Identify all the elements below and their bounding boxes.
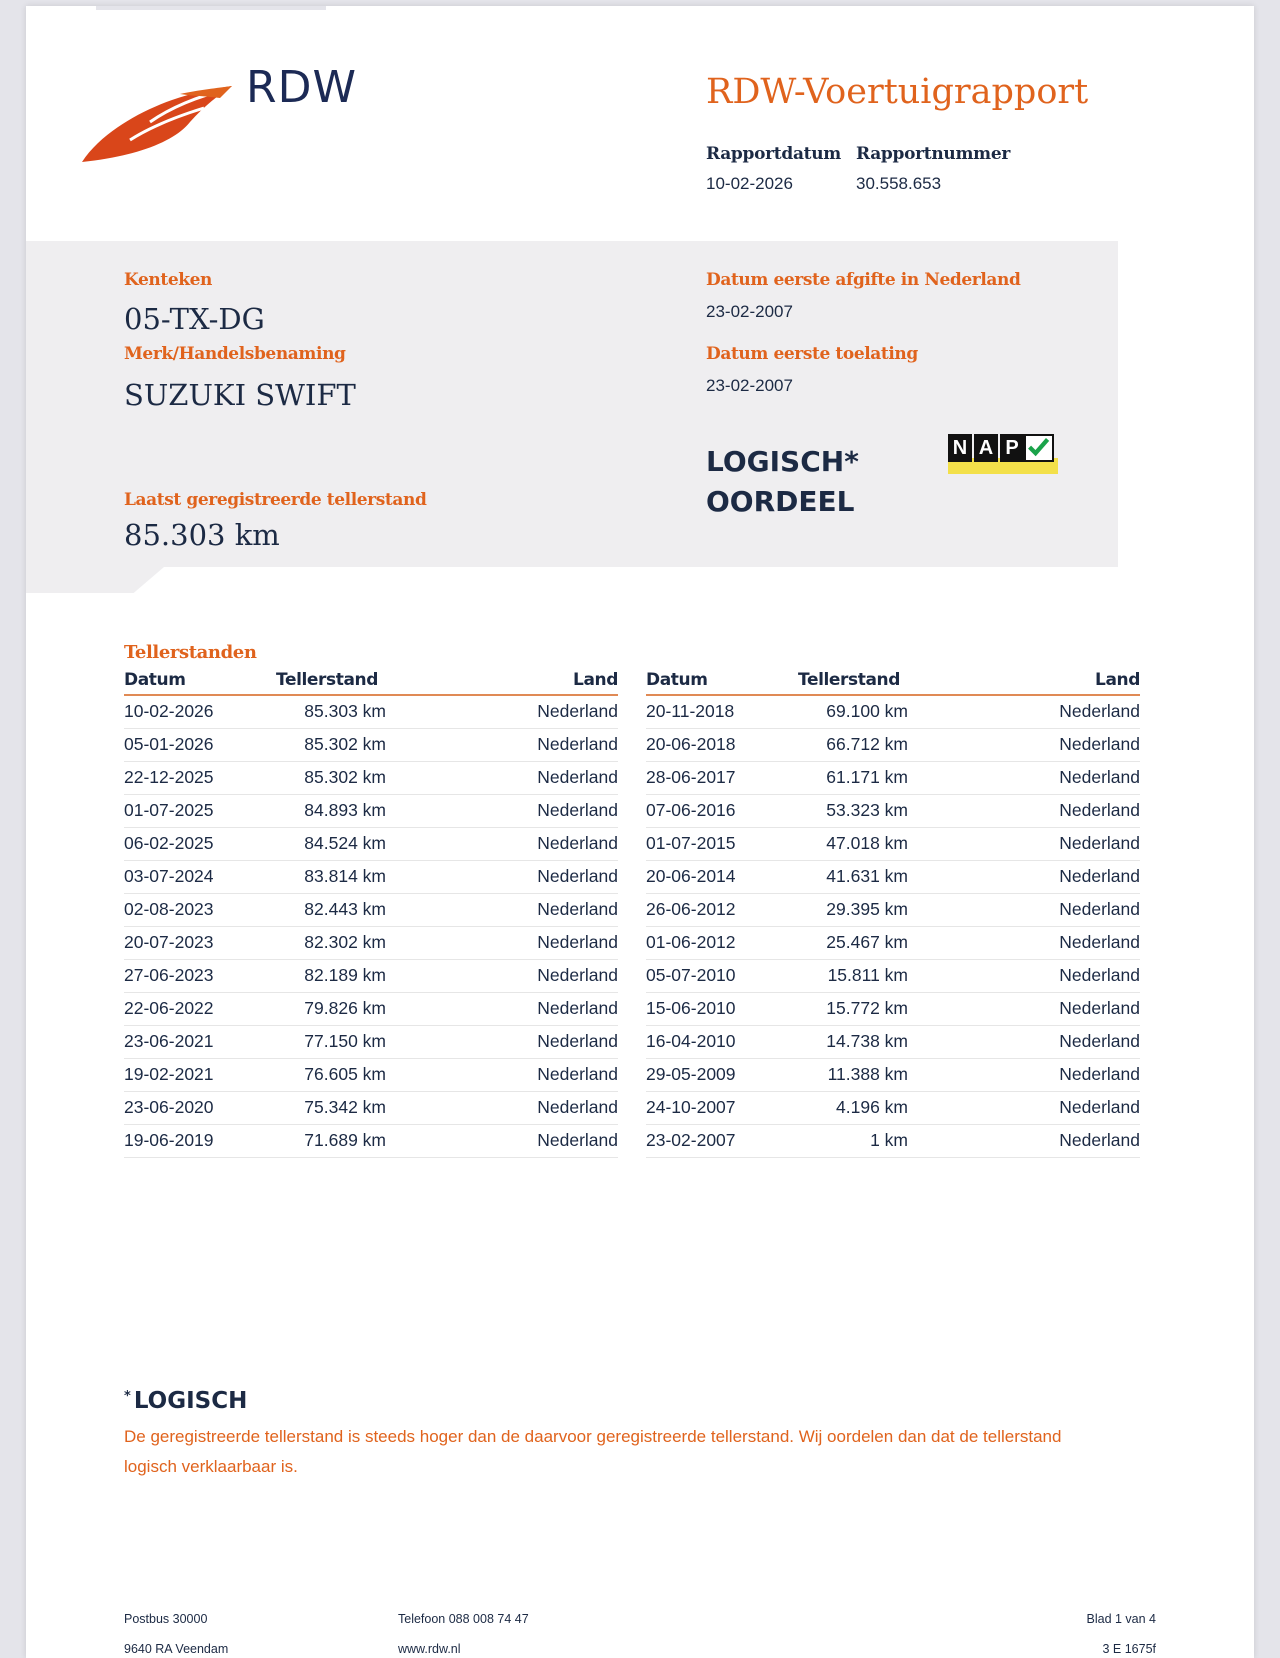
row-land: Nederland — [386, 893, 618, 926]
row-datum: 23-06-2020 — [124, 1091, 276, 1124]
row-tellerstand: 83.814 km — [276, 860, 386, 893]
row-tellerstand: 69.100 km — [798, 695, 908, 728]
col-datum: Datum — [646, 670, 798, 695]
row-datum: 19-02-2021 — [124, 1058, 276, 1091]
row-land: Nederland — [908, 761, 1140, 794]
row-tellerstand: 82.302 km — [276, 926, 386, 959]
footer-city: 9640 RA Veendam — [124, 1642, 229, 1656]
row-tellerstand: 71.689 km — [276, 1124, 386, 1157]
row-land: Nederland — [908, 893, 1140, 926]
nap-letter-p: P — [1000, 434, 1024, 462]
afgifte-value: 23-02-2007 — [706, 302, 793, 321]
footer-code: 3 E 1675f — [1102, 1642, 1156, 1656]
row-tellerstand: 25.467 km — [798, 926, 908, 959]
row-datum: 24-10-2007 — [646, 1091, 798, 1124]
row-land: Nederland — [386, 695, 618, 728]
table-row — [124, 959, 618, 992]
table-row — [124, 992, 618, 1025]
row-tellerstand: 84.524 km — [276, 827, 386, 860]
tellerstanden-table-left — [124, 670, 618, 1158]
row-tellerstand: 15.811 km — [798, 959, 908, 992]
kenteken-value: 05-TX-DG — [124, 302, 265, 336]
col-datum: Datum — [124, 670, 276, 695]
row-datum: 22-12-2025 — [124, 761, 276, 794]
rdw-logo-icon — [80, 82, 232, 166]
row-land: Nederland — [386, 1091, 618, 1124]
row-datum: 28-06-2017 — [646, 761, 798, 794]
row-tellerstand: 82.189 km — [276, 959, 386, 992]
tellerstanden-table-right — [646, 670, 1140, 1158]
note-text: De geregistreerde tellerstand is steeds hoger dan de daarvoor geregistreerde tellerstand. Wij oordelen dan dat de tellerstand logisch verklaarbaar is. — [124, 1427, 1062, 1476]
table-row — [124, 1091, 618, 1124]
row-land: Nederland — [908, 1058, 1140, 1091]
table-row — [124, 1058, 618, 1091]
table-row — [646, 827, 1140, 860]
table-row — [124, 893, 618, 926]
row-land: Nederland — [386, 827, 618, 860]
row-land: Nederland — [386, 1058, 618, 1091]
row-land: Nederland — [908, 728, 1140, 761]
tellerstanden-title: Tellerstanden — [124, 642, 257, 663]
report-page — [26, 6, 1254, 1658]
table-row — [124, 794, 618, 827]
note-title — [124, 1388, 247, 1414]
row-land: Nederland — [386, 761, 618, 794]
row-datum: 27-06-2023 — [124, 959, 276, 992]
table-row — [646, 1025, 1140, 1058]
row-tellerstand: 75.342 km — [276, 1091, 386, 1124]
row-datum: 20-11-2018 — [646, 695, 798, 728]
report-number-label: Rapportnummer — [856, 144, 1011, 164]
note-star: * — [124, 1389, 131, 1404]
row-datum: 10-02-2026 — [124, 695, 276, 728]
table-row — [646, 1058, 1140, 1091]
row-tellerstand: 47.018 km — [798, 827, 908, 860]
row-tellerstand: 79.826 km — [276, 992, 386, 1025]
top-strip — [96, 6, 326, 10]
row-tellerstand: 53.323 km — [798, 794, 908, 827]
oordeel-block — [706, 442, 859, 522]
row-datum: 01-07-2015 — [646, 827, 798, 860]
row-datum: 07-06-2016 — [646, 794, 798, 827]
tellerstand-label: Laatst geregistreerde tellerstand — [124, 490, 427, 510]
row-datum: 29-05-2009 — [646, 1058, 798, 1091]
row-datum: 26-06-2012 — [646, 893, 798, 926]
row-datum: 23-06-2021 — [124, 1025, 276, 1058]
row-datum: 15-06-2010 — [646, 992, 798, 1025]
table-row — [124, 827, 618, 860]
report-date-label: Rapportdatum — [706, 144, 841, 164]
footer-postbus: Postbus 30000 — [124, 1612, 208, 1626]
row-land: Nederland — [908, 695, 1140, 728]
row-land: Nederland — [386, 728, 618, 761]
footer-website-link[interactable]: www.rdw.nl — [398, 1642, 461, 1656]
row-datum: 01-07-2025 — [124, 794, 276, 827]
tellerstand-value: 85.303 km — [124, 518, 280, 552]
row-datum: 03-07-2024 — [124, 860, 276, 893]
report-number-block — [856, 144, 1010, 194]
row-datum: 05-01-2026 — [124, 728, 276, 761]
table-row — [124, 1025, 618, 1058]
row-datum: 23-02-2007 — [646, 1124, 798, 1157]
panel-tab — [26, 567, 164, 593]
row-tellerstand: 82.443 km — [276, 893, 386, 926]
row-land: Nederland — [908, 1091, 1140, 1124]
row-datum: 06-02-2025 — [124, 827, 276, 860]
row-tellerstand: 77.150 km — [276, 1025, 386, 1058]
note-title-text: LOGISCH — [133, 1388, 248, 1414]
row-tellerstand: 1 km — [798, 1124, 908, 1157]
row-datum: 01-06-2012 — [646, 926, 798, 959]
row-tellerstand: 85.302 km — [276, 728, 386, 761]
report-title: RDW-Voertuigrapport — [706, 72, 1089, 112]
nap-letter-n: N — [948, 434, 972, 462]
nap-badge — [948, 434, 1058, 478]
table-row — [646, 860, 1140, 893]
table-row — [646, 959, 1140, 992]
table-row — [124, 728, 618, 761]
row-tellerstand: 66.712 km — [798, 728, 908, 761]
table-row — [646, 761, 1140, 794]
row-tellerstand: 15.772 km — [798, 992, 908, 1025]
table-header — [646, 670, 1140, 695]
toelating-value: 23-02-2007 — [706, 376, 793, 395]
row-tellerstand: 85.303 km — [276, 695, 386, 728]
row-land: Nederland — [908, 1124, 1140, 1157]
table-row — [646, 728, 1140, 761]
nap-checkmark-icon — [1024, 434, 1054, 462]
merk-label: Merk/Handelsbenaming — [124, 344, 346, 364]
row-tellerstand: 11.388 km — [798, 1058, 908, 1091]
kenteken-label: Kenteken — [124, 270, 213, 290]
table-row — [124, 1124, 618, 1157]
table-row — [646, 992, 1140, 1025]
table-row — [646, 695, 1140, 728]
row-land: Nederland — [386, 959, 618, 992]
row-tellerstand: 76.605 km — [276, 1058, 386, 1091]
row-land: Nederland — [908, 926, 1140, 959]
footer-phone: Telefoon 088 008 74 47 — [398, 1612, 529, 1626]
brand-name: RDW — [246, 62, 357, 113]
col-tellerstand: Tellerstand — [276, 670, 386, 695]
table-row — [646, 926, 1140, 959]
table-row — [646, 893, 1140, 926]
row-land: Nederland — [386, 1124, 618, 1157]
row-land: Nederland — [908, 1025, 1140, 1058]
row-land: Nederland — [908, 794, 1140, 827]
row-tellerstand: 61.171 km — [798, 761, 908, 794]
footer-page: Blad 1 van 4 — [1086, 1612, 1156, 1626]
table-row — [124, 761, 618, 794]
row-datum: 22-06-2022 — [124, 992, 276, 1025]
report-date-block — [706, 144, 841, 194]
oordeel-value: LOGISCH* — [706, 445, 859, 478]
row-land: Nederland — [908, 860, 1140, 893]
col-land: Land — [386, 670, 618, 695]
row-datum: 19-06-2019 — [124, 1124, 276, 1157]
row-tellerstand: 4.196 km — [798, 1091, 908, 1124]
toelating-label: Datum eerste toelating — [706, 344, 918, 364]
table-row — [124, 860, 618, 893]
table-row — [124, 695, 618, 728]
row-land: Nederland — [386, 794, 618, 827]
row-datum: 20-06-2018 — [646, 728, 798, 761]
nap-letter-a: A — [974, 434, 998, 462]
table-row — [646, 794, 1140, 827]
row-tellerstand: 29.395 km — [798, 893, 908, 926]
table-row — [646, 1124, 1140, 1157]
row-datum: 20-06-2014 — [646, 860, 798, 893]
oordeel-label: OORDEEL — [706, 485, 855, 518]
table-row — [124, 926, 618, 959]
row-datum: 05-07-2010 — [646, 959, 798, 992]
merk-value: SUZUKI SWIFT — [124, 378, 356, 412]
row-land: Nederland — [386, 1025, 618, 1058]
row-tellerstand: 85.302 km — [276, 761, 386, 794]
row-datum: 16-04-2010 — [646, 1025, 798, 1058]
row-land: Nederland — [908, 959, 1140, 992]
col-tellerstand: Tellerstand — [798, 670, 908, 695]
row-land: Nederland — [386, 992, 618, 1025]
row-land: Nederland — [908, 827, 1140, 860]
row-tellerstand: 14.738 km — [798, 1025, 908, 1058]
afgifte-label: Datum eerste afgifte in Nederland — [706, 270, 1021, 290]
row-land: Nederland — [386, 926, 618, 959]
row-land: Nederland — [386, 860, 618, 893]
report-date: 10-02-2026 — [706, 174, 793, 193]
col-land: Land — [908, 670, 1140, 695]
report-number: 30.558.653 — [856, 174, 942, 193]
row-datum: 20-07-2023 — [124, 926, 276, 959]
row-tellerstand: 84.893 km — [276, 794, 386, 827]
row-tellerstand: 41.631 km — [798, 860, 908, 893]
table-row — [646, 1091, 1140, 1124]
row-land: Nederland — [908, 992, 1140, 1025]
row-datum: 02-08-2023 — [124, 893, 276, 926]
table-header — [124, 670, 618, 695]
